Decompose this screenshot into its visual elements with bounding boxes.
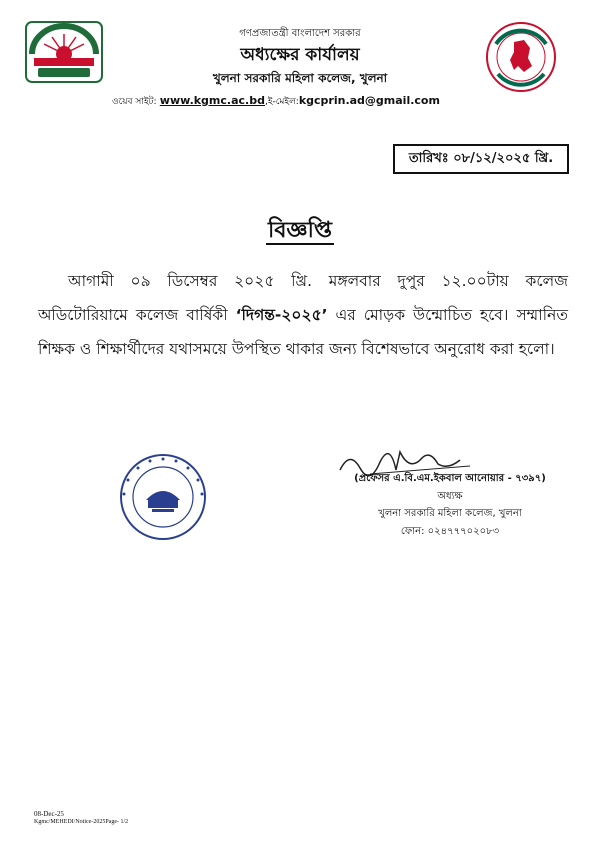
email-label: ,ই-মেইল: — [264, 97, 299, 107]
date-box: তারিখঃ ০৮/১২/২০২৫ খ্রি. — [393, 144, 569, 174]
notice-highlight: ‘দিগন্ত-২০২৫’ — [235, 306, 328, 324]
college-logo — [24, 20, 104, 84]
notice-text-part1: আগামী ০৯ ডিসেম্বর ২০২৫ খ্রি. মঙ্গলবার দুপুর ১২.০০টায় কলেজ অডিটোরিয়ামে কলেজ বার্ষিকী — [38, 272, 568, 324]
website-label: ওয়েব সাইট: — [112, 97, 157, 107]
signatory-title: অধ্যক্ষ — [437, 491, 463, 502]
signatory-name: (প্রফেসর এ.বি.এম.ইকবাল আনোয়ার - ৭৩৯৭) — [354, 473, 546, 484]
website-link[interactable]: www.kgmc.ac.bd — [159, 94, 265, 107]
notice-body — [38, 264, 568, 366]
contact-line — [112, 94, 440, 109]
notice-text-part2: এর মোড়ক উন্মোচিত হবে। সম্মানিত শিক্ষক ও শিক্ষার্থীদের যথাসময়ে উপস্থিত থাকার জন্য বিশেষভাবে অনুরোধ করা হলো। — [38, 306, 568, 358]
email-link[interactable]: kgcprin.ad@gmail.com — [298, 94, 440, 107]
footer-date: 08-Dec-25 — [34, 810, 64, 818]
signatory-phone: ফোন: ০২৪৭৭৭০২০৮৩ — [400, 526, 500, 537]
college-seal — [118, 452, 208, 542]
footer-reference: Kgmc/MEHEDI/Notice-2025Page- 1/2 — [34, 819, 129, 825]
government-logo — [484, 20, 558, 94]
signatory-college: খুলনা সরকারি মহিলা কলেজ, খুলনা — [378, 508, 522, 519]
notice-heading-text: বিজ্ঞপ্তি — [268, 218, 332, 243]
college-name: খুলনা সরকারি মহিলা কলেজ, খুলনা — [212, 71, 388, 85]
office-title: অধ্যক্ষের কার্যালয় — [240, 45, 360, 65]
government-line: গণপ্রজাতন্ত্রী বাংলাদেশ সরকার — [239, 28, 361, 39]
notice-heading — [0, 213, 600, 250]
